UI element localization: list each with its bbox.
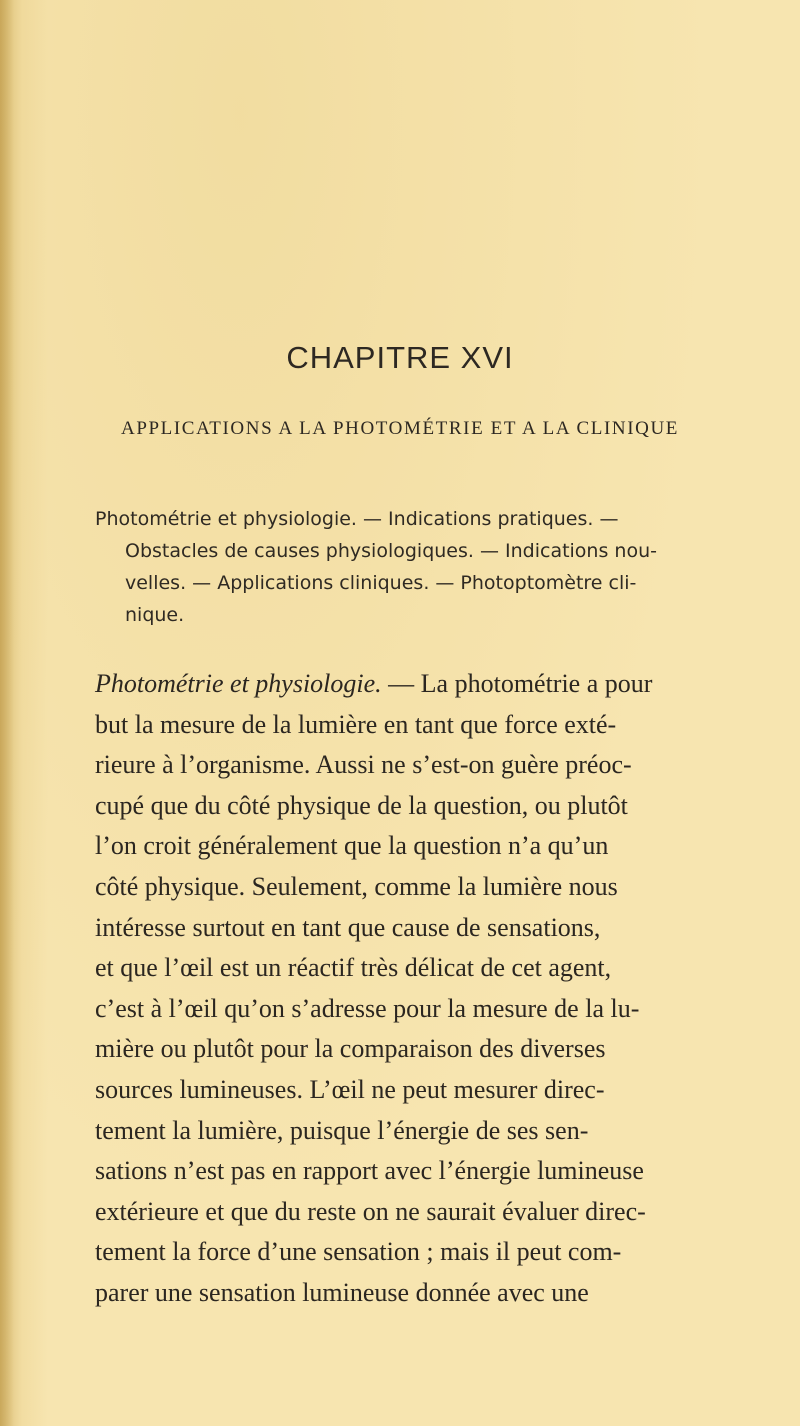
chapter-subtitle: APPLICATIONS A LA PHOTOMÉTRIE ET A LA CLINIQUE [121,418,679,439]
paragraph-lead: Photométrie et physiologie. [95,669,382,698]
summary-line: Photométrie et physiologie. — Indications pratiques. — [95,508,619,530]
summary-line: Obstacles de causes physiologiques. — Indications nou- [125,540,657,562]
paragraph-line: c’est à l’œil qu’on s’adresse pour la mesure de la lu- [95,993,640,1023]
paragraph-line: rieure à l’organisme. Aussi ne s’est-on guère préoc- [95,750,632,780]
chapter-summary [95,503,755,631]
paragraph-first-line-rest: — La photométrie a pour [381,669,653,698]
paragraph-line: but la mesure de la lumière en tant que force exté- [95,709,617,739]
paragraph-line: sations n’est pas en rapport avec l’énergie lumineuse [95,1156,644,1186]
paragraph-line: tement la lumière, puisque l’énergie de ses sen- [95,1115,589,1145]
paragraph-line: extérieure et que du reste on ne saurait évaluer direc- [95,1196,646,1226]
paragraph-line: côté physique. Seulement, comme la lumière nous [95,871,618,901]
paragraph-line: parer une sensation lumineuse donnée avec une [95,1277,589,1307]
paragraph-first-line [95,664,755,705]
paragraph-line: l’on croit généralement que la question n’a qu’un [95,831,609,861]
paragraph-line: sources lumineuses. L’œil ne peut mesurer direc- [95,1074,605,1104]
paragraph-line: mière ou plutôt pour la comparaison des diverses [95,1034,606,1064]
paragraph-line: intéresse surtout en tant que cause de sensations, [95,912,601,942]
chapter-title: CHAPITRE XVI [286,340,514,375]
summary-line: velles. — Applications cliniques. — Photoptomètre cli- [125,572,637,594]
paragraph-line: cupé que du côté physique de la question, ou plutôt [95,790,628,820]
summary-line: nique. [125,604,185,626]
body-paragraph [95,664,755,1314]
paragraph-line: et que l’œil est un réactif très délicat de cet agent, [95,953,612,983]
paragraph-line: tement la force d’une sensation ; mais il peut com- [95,1237,622,1267]
